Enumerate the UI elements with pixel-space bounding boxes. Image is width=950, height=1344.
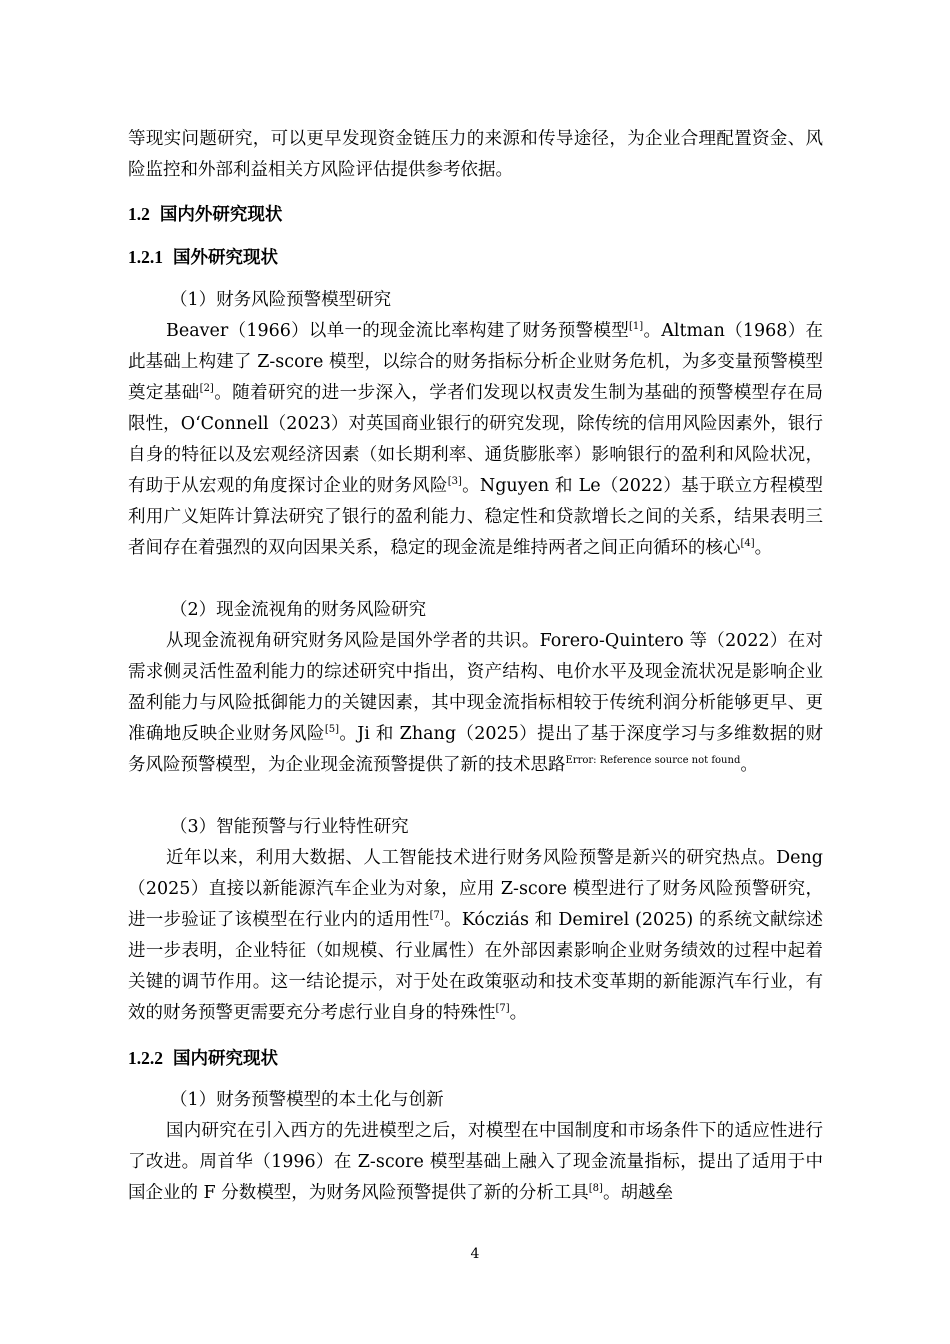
section-title: 国内外研究现状 — [159, 205, 283, 225]
list-item-cash-flow: （2）现金流视角的财务风险研究 — [170, 600, 427, 620]
paragraph-text: 。胡越垒 — [602, 1183, 673, 1203]
paragraph-domestic — [128, 1116, 823, 1209]
section-heading-1-2-2 — [128, 1043, 278, 1075]
citation-7[interactable]: [7] — [429, 910, 444, 921]
intro-paragraph — [128, 124, 823, 186]
section-number: 1.2 — [128, 204, 150, 224]
citation-1[interactable]: [1] — [629, 321, 644, 332]
paragraph-smart-warning — [128, 843, 823, 1029]
paragraph-text: 从现金流视角研究财务风险是国外学者的共识。Forero-Quintero 等（2022）在对需求侧灵活性盈利能力的综述研究中指出，资产结构、电价水平及现金流状况是影响企业盈利能力与风险抵御能力的关键因素，其中现金流指标相较于传统利润分析能够更早、更准确地反映企业财务风险 — [128, 631, 823, 744]
paragraph-cash-flow — [128, 626, 823, 781]
paragraph-text: 。Ji 和 Zhang（2025）提出了基于深度学习与多维数据的财务风险预警模型，为企业现金流预警提供了新的技术思路 — [128, 724, 824, 775]
citation-4[interactable]: [4] — [740, 538, 755, 549]
paragraph-text: 。 — [754, 538, 773, 558]
list-item-localization: （1）财务预警模型的本土化与创新 — [170, 1090, 444, 1110]
paragraph-text: 。Kócziás 和 Demirel (2025) 的系统文献综述进一步表明，企业特征（如规模、行业属性）在外部因素影响企业财务绩效的过程中起着关键的调节作用。这一结论提示，对于处在政策驱动和技术变革期的新能源汽车行业，有效的财务预警更需要充分考虑行业自身的特殊性 — [128, 910, 824, 1023]
paragraph-text: 。 — [740, 755, 758, 775]
citation-7[interactable]: [7] — [495, 1003, 510, 1014]
section-heading-1-2 — [128, 199, 282, 231]
paragraph-text: 近年以来，利用大数据、人工智能技术进行财务风险预警是新兴的研究热点。Deng（2025）直接以新能源汽车企业为对象，应用 Z-score 模型进行了财务风险预警研究，进一步验证了该模型在行业内的适用性 — [128, 848, 823, 930]
section-title: 国内研究现状 — [173, 1049, 278, 1069]
paragraph-text: 。Altman（1968）在此基础上构建了 Z-score 模型，以综合的财务指标分析企业财务危机，为多变量预警模型奠定基础 — [128, 321, 824, 403]
page-number: 4 — [470, 1246, 480, 1262]
citation-8[interactable]: [8] — [588, 1183, 603, 1194]
paragraph-text: 。 — [509, 1003, 528, 1023]
section-number: 1.2.2 — [128, 1048, 163, 1068]
citation-5[interactable]: [5] — [324, 724, 339, 735]
citation-2[interactable]: [2] — [199, 383, 214, 394]
paragraph-warning-model — [128, 316, 823, 564]
section-title: 国外研究现状 — [173, 248, 278, 268]
list-item-smart-warning: （3）智能预警与行业特性研究 — [170, 817, 409, 837]
paragraph-text: 。Nguyen 和 Le（2022）基于联立方程模型利用广义矩阵计算法研究了银行的盈利能力、稳定性和贷款增长之间的关系，结果表明三者间存在着强烈的双向因果关系，稳定的现金流是维持两者之间正向循环的核心 — [128, 476, 823, 558]
paragraph-text: Beaver（1966）以单一的现金流比率构建了财务预警模型 — [166, 321, 630, 341]
paragraph-text: 。随着研究的进一步深入，学者们发现以权责发生制为基础的预警模型存在局限性，O‘Connell（2023）对英国商业银行的研究发现，除传统的信用风险因素外，银行自身的特征以及宏观经济因素（如长期利率、通货膨胀率）影响银行的盈利和风险状况，有助于从宏观的角度探讨企业的财务风险 — [128, 383, 824, 496]
intro-text: 等现实问题研究，可以更早发现资金链压力的来源和传导途径，为企业合理配置资金、风险监控和外部利益相关方风险评估提供参考依据。 — [128, 129, 823, 180]
reference-error: Error: Reference source not found — [565, 755, 741, 766]
paragraph-text: 国内研究在引入西方的先进模型之后，对模型在中国制度和市场条件下的适应性进行了改进。周首华（1996）在 Z-score 模型基础上融入了现金流量指标，提出了适用于中国企业的 F 分数模型，为财务风险预警提供了新的分析工具 — [128, 1121, 823, 1203]
list-item-warning-model: （1）财务风险预警模型研究 — [170, 290, 392, 310]
section-number: 1.2.1 — [128, 247, 163, 267]
citation-3[interactable]: [3] — [447, 476, 462, 487]
section-heading-1-2-1 — [128, 242, 278, 274]
